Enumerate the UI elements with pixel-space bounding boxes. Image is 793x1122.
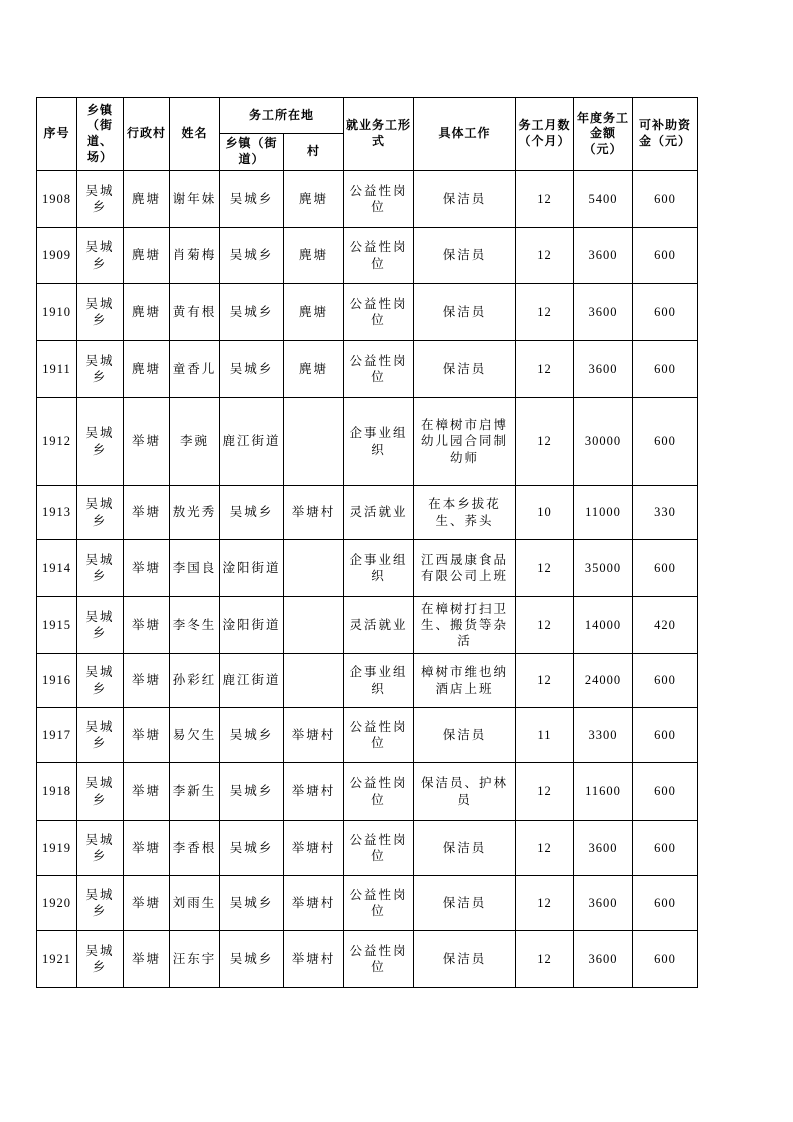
cell-months: 12 — [516, 284, 574, 341]
cell-township: 吴城乡 — [77, 398, 124, 486]
cell-name: 童香儿 — [170, 341, 220, 398]
header-subsidy: 可补助资金（元） — [633, 98, 698, 171]
cell-name: 李国良 — [170, 540, 220, 597]
cell-job: 保洁员 — [414, 284, 516, 341]
table-row — [37, 931, 698, 988]
table-row — [37, 486, 698, 540]
cell-form: 公益性岗位 — [344, 763, 414, 821]
employment-subsidy-table-wrap — [36, 97, 697, 988]
cell-seq: 1916 — [37, 654, 77, 708]
cell-job: 保洁员 — [414, 228, 516, 284]
cell-months: 12 — [516, 398, 574, 486]
cell-form: 公益性岗位 — [344, 228, 414, 284]
cell-name: 易欠生 — [170, 708, 220, 763]
table-header — [37, 98, 698, 171]
header-work-location-group: 务工所在地 — [220, 98, 344, 134]
cell-village: 麂塘 — [124, 284, 170, 341]
cell-township: 吴城乡 — [77, 708, 124, 763]
cell-months: 12 — [516, 763, 574, 821]
header-township: 乡镇（街道、场） — [77, 98, 124, 171]
cell-village: 举塘 — [124, 708, 170, 763]
table-body — [37, 171, 698, 988]
cell-subsidy: 600 — [633, 228, 698, 284]
cell-name: 刘雨生 — [170, 876, 220, 931]
table-row — [37, 708, 698, 763]
cell-form: 公益性岗位 — [344, 876, 414, 931]
cell-work-village: 举塘村 — [284, 763, 344, 821]
cell-job: 保洁员、护林员 — [414, 763, 516, 821]
cell-township: 吴城乡 — [77, 171, 124, 228]
cell-seq: 1918 — [37, 763, 77, 821]
cell-name: 黄有根 — [170, 284, 220, 341]
cell-village: 举塘 — [124, 486, 170, 540]
cell-work-township: 鹿江街道 — [220, 398, 284, 486]
cell-amount: 35000 — [574, 540, 633, 597]
cell-township: 吴城乡 — [77, 931, 124, 988]
header-form: 就业务工形式 — [344, 98, 414, 171]
cell-subsidy: 600 — [633, 398, 698, 486]
cell-job: 在樟树打扫卫生、搬货等杂活 — [414, 597, 516, 654]
header-work-village: 村 — [284, 134, 344, 171]
cell-township: 吴城乡 — [77, 540, 124, 597]
cell-form: 公益性岗位 — [344, 341, 414, 398]
cell-subsidy: 600 — [633, 931, 698, 988]
cell-work-village: 麂塘 — [284, 284, 344, 341]
cell-seq: 1921 — [37, 931, 77, 988]
table-row — [37, 597, 698, 654]
cell-village: 举塘 — [124, 931, 170, 988]
cell-work-village: 举塘村 — [284, 876, 344, 931]
cell-job: 保洁员 — [414, 821, 516, 876]
cell-form: 企事业组织 — [344, 398, 414, 486]
cell-months: 12 — [516, 341, 574, 398]
cell-seq: 1919 — [37, 821, 77, 876]
cell-work-village: 麂塘 — [284, 228, 344, 284]
cell-seq: 1913 — [37, 486, 77, 540]
cell-amount: 3600 — [574, 821, 633, 876]
cell-amount: 11600 — [574, 763, 633, 821]
cell-form: 企事业组织 — [344, 540, 414, 597]
cell-township: 吴城乡 — [77, 821, 124, 876]
header-job: 具体工作 — [414, 98, 516, 171]
cell-seq: 1912 — [37, 398, 77, 486]
cell-work-township: 吴城乡 — [220, 763, 284, 821]
cell-name: 李豌 — [170, 398, 220, 486]
employment-subsidy-table — [36, 97, 698, 988]
cell-township: 吴城乡 — [77, 341, 124, 398]
cell-village: 麂塘 — [124, 341, 170, 398]
cell-work-village: 麂塘 — [284, 341, 344, 398]
cell-subsidy: 330 — [633, 486, 698, 540]
cell-work-township: 鹿江街道 — [220, 654, 284, 708]
cell-village: 举塘 — [124, 821, 170, 876]
cell-form: 公益性岗位 — [344, 171, 414, 228]
cell-amount: 30000 — [574, 398, 633, 486]
cell-work-township: 吴城乡 — [220, 341, 284, 398]
cell-amount: 3600 — [574, 228, 633, 284]
cell-subsidy: 600 — [633, 763, 698, 821]
table-row — [37, 540, 698, 597]
cell-seq: 1911 — [37, 341, 77, 398]
cell-subsidy: 600 — [633, 876, 698, 931]
cell-job: 在本乡拔花生、荞头 — [414, 486, 516, 540]
header-amount: 年度务工金额（元） — [574, 98, 633, 171]
cell-township: 吴城乡 — [77, 228, 124, 284]
table-row — [37, 876, 698, 931]
cell-name: 肖菊梅 — [170, 228, 220, 284]
table-row — [37, 284, 698, 341]
cell-form: 公益性岗位 — [344, 708, 414, 763]
cell-work-township: 吴城乡 — [220, 821, 284, 876]
cell-job: 樟树市维也纳酒店上班 — [414, 654, 516, 708]
cell-form: 公益性岗位 — [344, 821, 414, 876]
cell-work-village: 举塘村 — [284, 708, 344, 763]
cell-amount: 3600 — [574, 876, 633, 931]
cell-amount: 11000 — [574, 486, 633, 540]
cell-village: 麂塘 — [124, 171, 170, 228]
cell-job: 保洁员 — [414, 708, 516, 763]
cell-work-village — [284, 597, 344, 654]
table-row — [37, 763, 698, 821]
cell-seq: 1920 — [37, 876, 77, 931]
table-row — [37, 228, 698, 284]
cell-seq: 1915 — [37, 597, 77, 654]
table-row — [37, 821, 698, 876]
cell-work-village — [284, 540, 344, 597]
cell-village: 举塘 — [124, 597, 170, 654]
cell-village: 举塘 — [124, 654, 170, 708]
cell-job: 保洁员 — [414, 341, 516, 398]
cell-work-township: 吴城乡 — [220, 284, 284, 341]
cell-village: 麂塘 — [124, 228, 170, 284]
cell-name: 李新生 — [170, 763, 220, 821]
cell-name: 谢年妹 — [170, 171, 220, 228]
header-village: 行政村 — [124, 98, 170, 171]
cell-work-village: 举塘村 — [284, 486, 344, 540]
cell-work-township: 吴城乡 — [220, 708, 284, 763]
cell-township: 吴城乡 — [77, 763, 124, 821]
cell-village: 举塘 — [124, 540, 170, 597]
table-row — [37, 654, 698, 708]
cell-subsidy: 600 — [633, 540, 698, 597]
cell-work-township: 淦阳街道 — [220, 540, 284, 597]
cell-subsidy: 600 — [633, 708, 698, 763]
cell-name: 李香根 — [170, 821, 220, 876]
cell-form: 公益性岗位 — [344, 931, 414, 988]
cell-form: 灵活就业 — [344, 597, 414, 654]
header-work-township: 乡镇（街道） — [220, 134, 284, 171]
cell-township: 吴城乡 — [77, 284, 124, 341]
cell-name: 汪东宇 — [170, 931, 220, 988]
cell-months: 12 — [516, 931, 574, 988]
cell-form: 公益性岗位 — [344, 284, 414, 341]
cell-seq: 1914 — [37, 540, 77, 597]
cell-amount: 14000 — [574, 597, 633, 654]
cell-name: 敖光秀 — [170, 486, 220, 540]
cell-job: 保洁员 — [414, 171, 516, 228]
cell-township: 吴城乡 — [77, 876, 124, 931]
cell-subsidy: 600 — [633, 654, 698, 708]
cell-village: 举塘 — [124, 763, 170, 821]
cell-months: 12 — [516, 597, 574, 654]
cell-work-village — [284, 398, 344, 486]
cell-seq: 1910 — [37, 284, 77, 341]
cell-months: 12 — [516, 540, 574, 597]
cell-seq: 1908 — [37, 171, 77, 228]
cell-work-village: 举塘村 — [284, 931, 344, 988]
table-row — [37, 171, 698, 228]
cell-form: 企事业组织 — [344, 654, 414, 708]
cell-subsidy: 600 — [633, 171, 698, 228]
cell-work-township: 吴城乡 — [220, 486, 284, 540]
cell-months: 11 — [516, 708, 574, 763]
cell-work-village: 举塘村 — [284, 821, 344, 876]
cell-name: 李冬生 — [170, 597, 220, 654]
cell-township: 吴城乡 — [77, 486, 124, 540]
cell-subsidy: 600 — [633, 341, 698, 398]
cell-amount: 3600 — [574, 284, 633, 341]
cell-township: 吴城乡 — [77, 654, 124, 708]
cell-amount: 3300 — [574, 708, 633, 763]
cell-village: 举塘 — [124, 876, 170, 931]
table-row — [37, 398, 698, 486]
header-name: 姓名 — [170, 98, 220, 171]
cell-months: 12 — [516, 171, 574, 228]
cell-work-township: 淦阳街道 — [220, 597, 284, 654]
cell-village: 举塘 — [124, 398, 170, 486]
cell-work-township: 吴城乡 — [220, 228, 284, 284]
cell-subsidy: 600 — [633, 284, 698, 341]
header-months: 务工月数（个月） — [516, 98, 574, 171]
cell-months: 12 — [516, 654, 574, 708]
cell-months: 12 — [516, 821, 574, 876]
cell-township: 吴城乡 — [77, 597, 124, 654]
cell-subsidy: 420 — [633, 597, 698, 654]
cell-amount: 24000 — [574, 654, 633, 708]
cell-months: 12 — [516, 876, 574, 931]
cell-work-village: 麂塘 — [284, 171, 344, 228]
cell-work-township: 吴城乡 — [220, 171, 284, 228]
cell-form: 灵活就业 — [344, 486, 414, 540]
cell-months: 10 — [516, 486, 574, 540]
cell-job: 在樟树市启博幼儿园合同制幼师 — [414, 398, 516, 486]
cell-work-township: 吴城乡 — [220, 931, 284, 988]
cell-amount: 3600 — [574, 931, 633, 988]
cell-amount: 5400 — [574, 171, 633, 228]
cell-work-village — [284, 654, 344, 708]
cell-work-township: 吴城乡 — [220, 876, 284, 931]
cell-job: 江西晟康食品有限公司上班 — [414, 540, 516, 597]
table-row — [37, 341, 698, 398]
cell-job: 保洁员 — [414, 931, 516, 988]
cell-name: 孙彩红 — [170, 654, 220, 708]
cell-amount: 3600 — [574, 341, 633, 398]
cell-seq: 1909 — [37, 228, 77, 284]
cell-job: 保洁员 — [414, 876, 516, 931]
header-seq: 序号 — [37, 98, 77, 171]
cell-subsidy: 600 — [633, 821, 698, 876]
cell-months: 12 — [516, 228, 574, 284]
cell-seq: 1917 — [37, 708, 77, 763]
